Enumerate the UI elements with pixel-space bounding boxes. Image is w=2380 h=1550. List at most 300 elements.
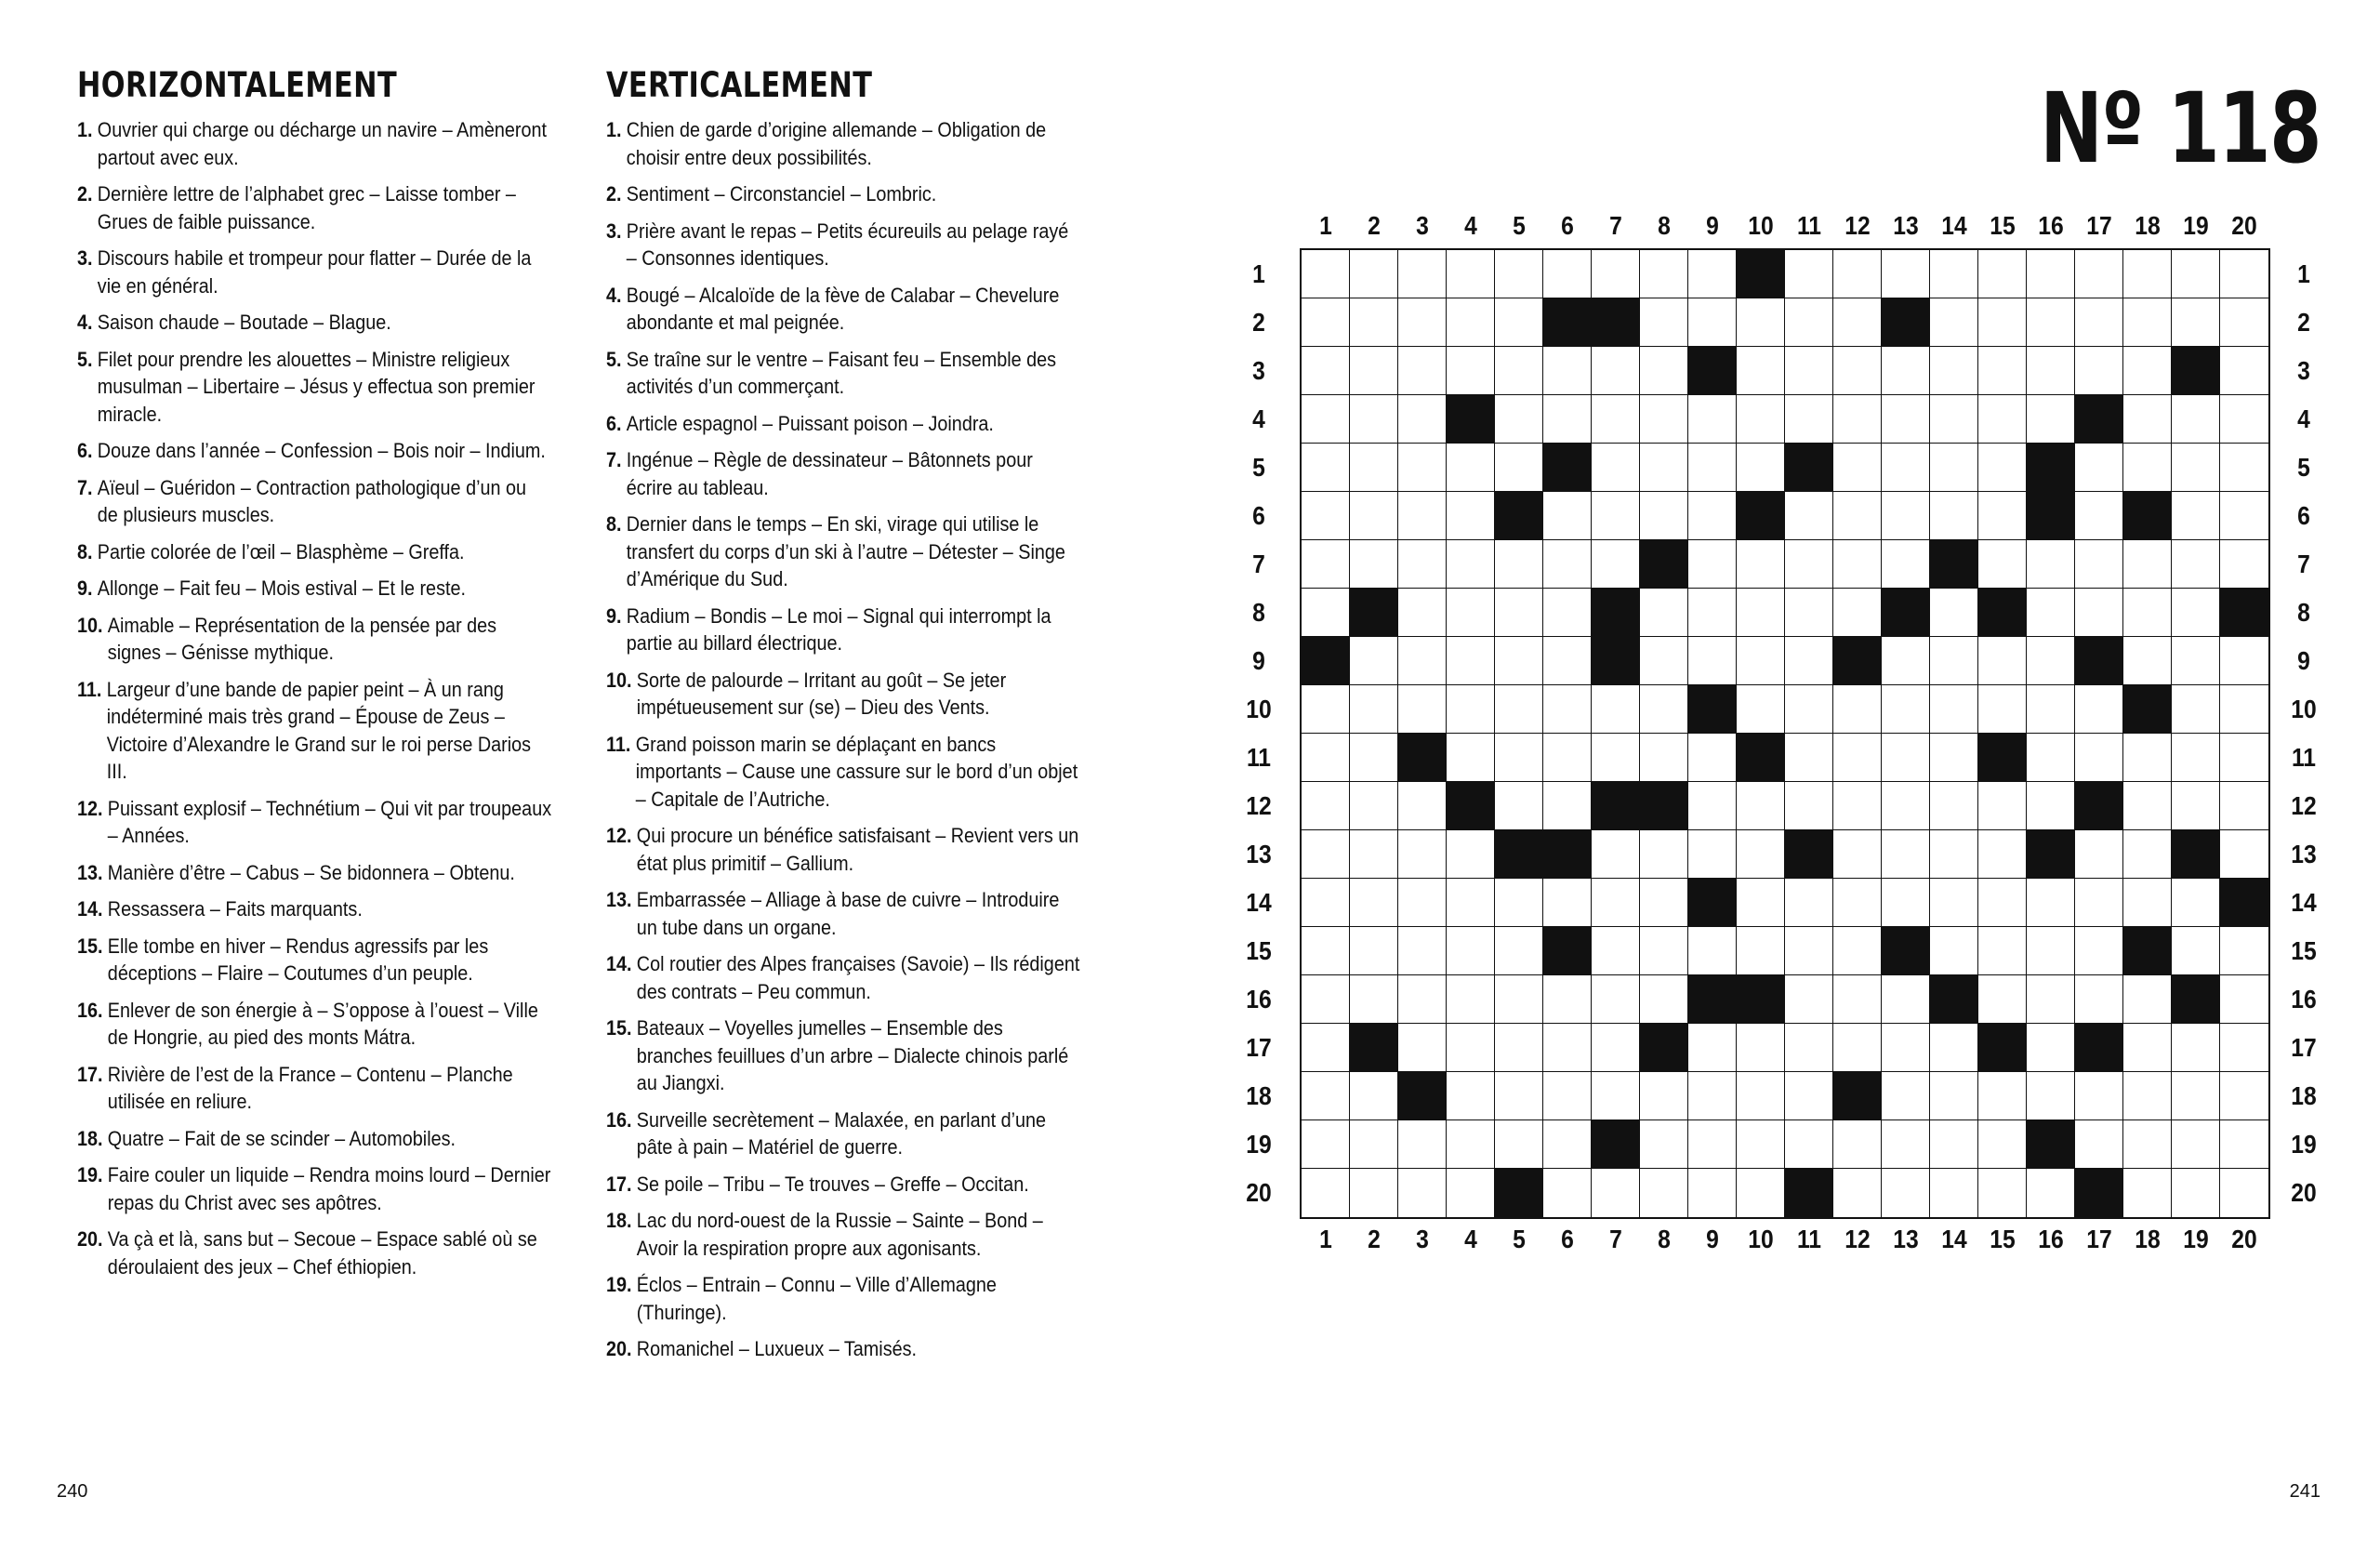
grid-cell[interactable]: [2123, 1024, 2172, 1072]
grid-cell[interactable]: [1302, 975, 1350, 1024]
grid-cell[interactable]: [1302, 298, 1350, 347]
grid-cell[interactable]: [1302, 1120, 1350, 1169]
grid-cell[interactable]: [1302, 879, 1350, 927]
grid-cell[interactable]: [2220, 492, 2268, 540]
grid-cell[interactable]: [1302, 250, 1350, 298]
grid-cell[interactable]: [1350, 1169, 1398, 1217]
grid-cell[interactable]: [1737, 685, 1785, 734]
grid-cell[interactable]: [1785, 589, 1833, 637]
grid-cell[interactable]: [1640, 589, 1688, 637]
grid-cell[interactable]: [1930, 927, 1978, 975]
grid-cell[interactable]: [1737, 589, 1785, 637]
grid-cell[interactable]: [2123, 782, 2172, 830]
grid-cell[interactable]: [1833, 879, 1882, 927]
grid-cell[interactable]: [1785, 637, 1833, 685]
grid-cell[interactable]: [1640, 492, 1688, 540]
grid-cell[interactable]: [1302, 685, 1350, 734]
grid-cell[interactable]: [1350, 1072, 1398, 1120]
grid-cell[interactable]: [1785, 250, 1833, 298]
grid-cell[interactable]: [1785, 879, 1833, 927]
grid-cell[interactable]: [1592, 444, 1640, 492]
grid-cell[interactable]: [1302, 830, 1350, 879]
grid-cell[interactable]: [1398, 782, 1447, 830]
grid-cell[interactable]: [2172, 1024, 2220, 1072]
grid-cell[interactable]: [1978, 540, 2027, 589]
grid-cell[interactable]: [2027, 1024, 2075, 1072]
grid-cell[interactable]: [2220, 782, 2268, 830]
grid-cell[interactable]: [1543, 1024, 1592, 1072]
grid-cell[interactable]: [1833, 444, 1882, 492]
grid-cell[interactable]: [1398, 927, 1447, 975]
grid-cell[interactable]: [1495, 927, 1543, 975]
grid-cell[interactable]: [2220, 347, 2268, 395]
grid-cell[interactable]: [2172, 782, 2220, 830]
grid-cell[interactable]: [2220, 1169, 2268, 1217]
grid-cell[interactable]: [1833, 492, 1882, 540]
grid-cell[interactable]: [1978, 492, 2027, 540]
grid-cell[interactable]: [1930, 685, 1978, 734]
grid-cell[interactable]: [2027, 637, 2075, 685]
grid-cell[interactable]: [1543, 975, 1592, 1024]
grid-cell[interactable]: [1785, 685, 1833, 734]
grid-cell[interactable]: [2220, 1024, 2268, 1072]
grid-cell[interactable]: [1978, 250, 2027, 298]
grid-cell[interactable]: [1398, 637, 1447, 685]
grid-cell[interactable]: [1447, 734, 1495, 782]
grid-cell[interactable]: [2123, 395, 2172, 444]
grid-cell[interactable]: [1447, 1169, 1495, 1217]
grid-cell[interactable]: [1302, 540, 1350, 589]
grid-cell[interactable]: [1737, 637, 1785, 685]
grid-cell[interactable]: [1398, 685, 1447, 734]
grid-cell[interactable]: [1447, 927, 1495, 975]
grid-cell[interactable]: [2027, 927, 2075, 975]
grid-cell[interactable]: [1543, 879, 1592, 927]
grid-cell[interactable]: [2172, 540, 2220, 589]
grid-cell[interactable]: [1302, 1169, 1350, 1217]
grid-cell[interactable]: [1978, 444, 2027, 492]
grid-cell[interactable]: [2075, 975, 2123, 1024]
grid-cell[interactable]: [2075, 492, 2123, 540]
grid-cell[interactable]: [1495, 685, 1543, 734]
grid-cell[interactable]: [1640, 444, 1688, 492]
grid-cell[interactable]: [1495, 444, 1543, 492]
grid-cell[interactable]: [1833, 540, 1882, 589]
grid-cell[interactable]: [1350, 734, 1398, 782]
grid-cell[interactable]: [1398, 347, 1447, 395]
grid-cell[interactable]: [1978, 347, 2027, 395]
grid-cell[interactable]: [1447, 637, 1495, 685]
grid-cell[interactable]: [2075, 685, 2123, 734]
grid-cell[interactable]: [2027, 1072, 2075, 1120]
grid-cell[interactable]: [1833, 927, 1882, 975]
grid-cell[interactable]: [1592, 395, 1640, 444]
grid-cell[interactable]: [2220, 395, 2268, 444]
grid-cell[interactable]: [1785, 540, 1833, 589]
grid-cell[interactable]: [1930, 1072, 1978, 1120]
grid-cell[interactable]: [1495, 734, 1543, 782]
grid-cell[interactable]: [1640, 250, 1688, 298]
grid-cell[interactable]: [1688, 444, 1737, 492]
grid-cell[interactable]: [2220, 444, 2268, 492]
grid-cell[interactable]: [1640, 879, 1688, 927]
grid-cell[interactable]: [2123, 1072, 2172, 1120]
grid-cell[interactable]: [2027, 782, 2075, 830]
grid-cell[interactable]: [1833, 589, 1882, 637]
grid-cell[interactable]: [1882, 1024, 1930, 1072]
grid-cell[interactable]: [1930, 298, 1978, 347]
grid-cell[interactable]: [1543, 395, 1592, 444]
grid-cell[interactable]: [1737, 540, 1785, 589]
grid-cell[interactable]: [1688, 540, 1737, 589]
grid-cell[interactable]: [1785, 734, 1833, 782]
grid-cell[interactable]: [1737, 1072, 1785, 1120]
grid-cell[interactable]: [1398, 540, 1447, 589]
grid-cell[interactable]: [1302, 589, 1350, 637]
grid-cell[interactable]: [1398, 879, 1447, 927]
grid-cell[interactable]: [1447, 347, 1495, 395]
grid-cell[interactable]: [1978, 1072, 2027, 1120]
grid-cell[interactable]: [2075, 1120, 2123, 1169]
grid-cell[interactable]: [1833, 1024, 1882, 1072]
grid-cell[interactable]: [1882, 1072, 1930, 1120]
grid-cell[interactable]: [1785, 1072, 1833, 1120]
grid-cell[interactable]: [1930, 637, 1978, 685]
grid-cell[interactable]: [1543, 1120, 1592, 1169]
grid-cell[interactable]: [1543, 589, 1592, 637]
grid-cell[interactable]: [1930, 1024, 1978, 1072]
grid-cell[interactable]: [2075, 879, 2123, 927]
grid-cell[interactable]: [1495, 250, 1543, 298]
grid-cell[interactable]: [1882, 782, 1930, 830]
grid-cell[interactable]: [1592, 734, 1640, 782]
grid-cell[interactable]: [2172, 879, 2220, 927]
grid-cell[interactable]: [1882, 637, 1930, 685]
grid-cell[interactable]: [1833, 1120, 1882, 1169]
grid-cell[interactable]: [1398, 830, 1447, 879]
grid-cell[interactable]: [1930, 444, 1978, 492]
grid-cell[interactable]: [1592, 830, 1640, 879]
grid-cell[interactable]: [2027, 1169, 2075, 1217]
grid-cell[interactable]: [1350, 347, 1398, 395]
grid-cell[interactable]: [1543, 734, 1592, 782]
grid-cell[interactable]: [2172, 492, 2220, 540]
grid-cell[interactable]: [1398, 1024, 1447, 1072]
grid-cell[interactable]: [1978, 879, 2027, 927]
grid-cell[interactable]: [2075, 444, 2123, 492]
grid-cell[interactable]: [1350, 540, 1398, 589]
crossword-grid[interactable]: [1300, 248, 2270, 1219]
grid-cell[interactable]: [1785, 1120, 1833, 1169]
grid-cell[interactable]: [1447, 975, 1495, 1024]
grid-cell[interactable]: [1930, 830, 1978, 879]
grid-cell[interactable]: [1882, 685, 1930, 734]
grid-cell[interactable]: [1882, 830, 1930, 879]
grid-cell[interactable]: [2123, 879, 2172, 927]
grid-cell[interactable]: [2075, 1072, 2123, 1120]
grid-cell[interactable]: [1688, 830, 1737, 879]
grid-cell[interactable]: [1592, 1169, 1640, 1217]
grid-cell[interactable]: [1882, 395, 1930, 444]
grid-cell[interactable]: [1930, 347, 1978, 395]
grid-cell[interactable]: [1882, 444, 1930, 492]
grid-cell[interactable]: [1688, 927, 1737, 975]
grid-cell[interactable]: [1688, 734, 1737, 782]
grid-cell[interactable]: [2220, 540, 2268, 589]
grid-cell[interactable]: [1350, 250, 1398, 298]
grid-cell[interactable]: [1495, 347, 1543, 395]
grid-cell[interactable]: [1543, 685, 1592, 734]
grid-cell[interactable]: [1495, 879, 1543, 927]
grid-cell[interactable]: [1398, 1120, 1447, 1169]
grid-cell[interactable]: [1978, 637, 2027, 685]
grid-cell[interactable]: [1978, 395, 2027, 444]
grid-cell[interactable]: [1350, 492, 1398, 540]
grid-cell[interactable]: [1978, 1169, 2027, 1217]
grid-cell[interactable]: [1640, 395, 1688, 444]
grid-cell[interactable]: [1447, 298, 1495, 347]
grid-cell[interactable]: [1640, 927, 1688, 975]
grid-cell[interactable]: [2075, 734, 2123, 782]
grid-cell[interactable]: [1785, 395, 1833, 444]
grid-cell[interactable]: [2220, 734, 2268, 782]
grid-cell[interactable]: [1785, 347, 1833, 395]
grid-cell[interactable]: [1688, 589, 1737, 637]
grid-cell[interactable]: [1882, 734, 1930, 782]
grid-cell[interactable]: [2172, 395, 2220, 444]
grid-cell[interactable]: [1688, 250, 1737, 298]
grid-cell[interactable]: [2172, 1169, 2220, 1217]
grid-cell[interactable]: [1350, 444, 1398, 492]
grid-cell[interactable]: [1640, 830, 1688, 879]
grid-cell[interactable]: [1688, 492, 1737, 540]
grid-cell[interactable]: [1833, 250, 1882, 298]
grid-cell[interactable]: [2220, 637, 2268, 685]
grid-cell[interactable]: [1737, 1024, 1785, 1072]
grid-cell[interactable]: [1640, 975, 1688, 1024]
grid-cell[interactable]: [1833, 830, 1882, 879]
grid-cell[interactable]: [1495, 540, 1543, 589]
grid-cell[interactable]: [2027, 685, 2075, 734]
grid-cell[interactable]: [2027, 298, 2075, 347]
grid-cell[interactable]: [1447, 1072, 1495, 1120]
grid-cell[interactable]: [1350, 395, 1398, 444]
grid-cell[interactable]: [1930, 734, 1978, 782]
grid-cell[interactable]: [2220, 927, 2268, 975]
grid-cell[interactable]: [2220, 830, 2268, 879]
grid-cell[interactable]: [2075, 540, 2123, 589]
grid-cell[interactable]: [1302, 1072, 1350, 1120]
grid-cell[interactable]: [1833, 395, 1882, 444]
grid-cell[interactable]: [2075, 250, 2123, 298]
grid-cell[interactable]: [1350, 685, 1398, 734]
grid-cell[interactable]: [1978, 927, 2027, 975]
grid-cell[interactable]: [1350, 879, 1398, 927]
grid-cell[interactable]: [2123, 589, 2172, 637]
grid-cell[interactable]: [1302, 782, 1350, 830]
grid-cell[interactable]: [1592, 1072, 1640, 1120]
grid-cell[interactable]: [1302, 1024, 1350, 1072]
grid-cell[interactable]: [1398, 298, 1447, 347]
grid-cell[interactable]: [1495, 1072, 1543, 1120]
grid-cell[interactable]: [1350, 830, 1398, 879]
grid-cell[interactable]: [1882, 540, 1930, 589]
grid-cell[interactable]: [1882, 1169, 1930, 1217]
grid-cell[interactable]: [1640, 298, 1688, 347]
grid-cell[interactable]: [1930, 1169, 1978, 1217]
grid-cell[interactable]: [1495, 1120, 1543, 1169]
grid-cell[interactable]: [1833, 975, 1882, 1024]
grid-cell[interactable]: [1978, 298, 2027, 347]
grid-cell[interactable]: [2027, 589, 2075, 637]
grid-cell[interactable]: [1592, 879, 1640, 927]
grid-cell[interactable]: [1398, 395, 1447, 444]
grid-cell[interactable]: [1592, 1024, 1640, 1072]
grid-cell[interactable]: [1495, 1024, 1543, 1072]
grid-cell[interactable]: [1350, 298, 1398, 347]
grid-cell[interactable]: [1688, 637, 1737, 685]
grid-cell[interactable]: [1302, 395, 1350, 444]
grid-cell[interactable]: [2172, 637, 2220, 685]
grid-cell[interactable]: [1737, 444, 1785, 492]
grid-cell[interactable]: [2220, 975, 2268, 1024]
grid-cell[interactable]: [1737, 879, 1785, 927]
grid-cell[interactable]: [2172, 685, 2220, 734]
grid-cell[interactable]: [2075, 298, 2123, 347]
grid-cell[interactable]: [1592, 347, 1640, 395]
grid-cell[interactable]: [1398, 975, 1447, 1024]
grid-cell[interactable]: [1640, 637, 1688, 685]
grid-cell[interactable]: [1978, 782, 2027, 830]
grid-cell[interactable]: [2123, 1169, 2172, 1217]
grid-cell[interactable]: [1688, 395, 1737, 444]
grid-cell[interactable]: [1882, 975, 1930, 1024]
grid-cell[interactable]: [1640, 1120, 1688, 1169]
grid-cell[interactable]: [1978, 1120, 2027, 1169]
grid-cell[interactable]: [1543, 637, 1592, 685]
grid-cell[interactable]: [1688, 782, 1737, 830]
grid-cell[interactable]: [1495, 589, 1543, 637]
grid-cell[interactable]: [1302, 734, 1350, 782]
grid-cell[interactable]: [1785, 782, 1833, 830]
grid-cell[interactable]: [1543, 250, 1592, 298]
grid-cell[interactable]: [1930, 1120, 1978, 1169]
grid-cell[interactable]: [2123, 250, 2172, 298]
grid-cell[interactable]: [1447, 250, 1495, 298]
grid-cell[interactable]: [1495, 975, 1543, 1024]
grid-cell[interactable]: [1302, 927, 1350, 975]
grid-cell[interactable]: [1640, 1072, 1688, 1120]
grid-cell[interactable]: [1688, 298, 1737, 347]
grid-cell[interactable]: [1398, 1169, 1447, 1217]
grid-cell[interactable]: [2172, 298, 2220, 347]
grid-cell[interactable]: [1737, 395, 1785, 444]
grid-cell[interactable]: [1785, 298, 1833, 347]
grid-cell[interactable]: [2172, 250, 2220, 298]
grid-cell[interactable]: [1930, 589, 1978, 637]
grid-cell[interactable]: [1592, 540, 1640, 589]
grid-cell[interactable]: [1447, 492, 1495, 540]
grid-cell[interactable]: [1785, 1024, 1833, 1072]
grid-cell[interactable]: [1882, 879, 1930, 927]
grid-cell[interactable]: [1978, 685, 2027, 734]
grid-cell[interactable]: [2172, 734, 2220, 782]
grid-cell[interactable]: [2123, 830, 2172, 879]
grid-cell[interactable]: [1447, 589, 1495, 637]
grid-cell[interactable]: [2123, 540, 2172, 589]
grid-cell[interactable]: [1447, 685, 1495, 734]
grid-cell[interactable]: [2123, 298, 2172, 347]
grid-cell[interactable]: [1447, 879, 1495, 927]
grid-cell[interactable]: [2027, 250, 2075, 298]
grid-cell[interactable]: [1688, 1024, 1737, 1072]
grid-cell[interactable]: [1447, 1120, 1495, 1169]
grid-cell[interactable]: [2027, 540, 2075, 589]
grid-cell[interactable]: [1785, 927, 1833, 975]
grid-cell[interactable]: [1302, 444, 1350, 492]
grid-cell[interactable]: [1833, 347, 1882, 395]
grid-cell[interactable]: [1543, 347, 1592, 395]
grid-cell[interactable]: [2027, 395, 2075, 444]
grid-cell[interactable]: [2172, 927, 2220, 975]
grid-cell[interactable]: [1930, 395, 1978, 444]
grid-cell[interactable]: [1640, 347, 1688, 395]
grid-cell[interactable]: [2123, 734, 2172, 782]
grid-cell[interactable]: [1640, 685, 1688, 734]
grid-cell[interactable]: [2220, 250, 2268, 298]
grid-cell[interactable]: [1495, 298, 1543, 347]
grid-cell[interactable]: [1398, 492, 1447, 540]
grid-cell[interactable]: [1930, 492, 1978, 540]
grid-cell[interactable]: [1640, 734, 1688, 782]
grid-cell[interactable]: [1398, 250, 1447, 298]
grid-cell[interactable]: [2220, 685, 2268, 734]
grid-cell[interactable]: [1302, 347, 1350, 395]
grid-cell[interactable]: [1447, 540, 1495, 589]
grid-cell[interactable]: [1495, 637, 1543, 685]
grid-cell[interactable]: [1350, 1120, 1398, 1169]
grid-cell[interactable]: [1350, 927, 1398, 975]
grid-cell[interactable]: [1833, 298, 1882, 347]
grid-cell[interactable]: [1543, 1169, 1592, 1217]
grid-cell[interactable]: [2172, 589, 2220, 637]
grid-cell[interactable]: [2027, 879, 2075, 927]
grid-cell[interactable]: [2075, 830, 2123, 879]
grid-cell[interactable]: [2027, 975, 2075, 1024]
grid-cell[interactable]: [1930, 879, 1978, 927]
grid-cell[interactable]: [2075, 347, 2123, 395]
grid-cell[interactable]: [1350, 975, 1398, 1024]
grid-cell[interactable]: [1447, 830, 1495, 879]
grid-cell[interactable]: [1882, 250, 1930, 298]
grid-cell[interactable]: [1737, 347, 1785, 395]
grid-cell[interactable]: [2027, 347, 2075, 395]
grid-cell[interactable]: [1350, 782, 1398, 830]
grid-cell[interactable]: [1543, 1072, 1592, 1120]
grid-cell[interactable]: [1737, 782, 1785, 830]
grid-cell[interactable]: [1833, 685, 1882, 734]
grid-cell[interactable]: [2027, 734, 2075, 782]
grid-cell[interactable]: [1640, 1169, 1688, 1217]
grid-cell[interactable]: [1737, 1120, 1785, 1169]
grid-cell[interactable]: [1592, 975, 1640, 1024]
grid-cell[interactable]: [2172, 1072, 2220, 1120]
grid-cell[interactable]: [1737, 830, 1785, 879]
grid-cell[interactable]: [1882, 492, 1930, 540]
grid-cell[interactable]: [1495, 395, 1543, 444]
grid-cell[interactable]: [1447, 444, 1495, 492]
grid-cell[interactable]: [1833, 782, 1882, 830]
